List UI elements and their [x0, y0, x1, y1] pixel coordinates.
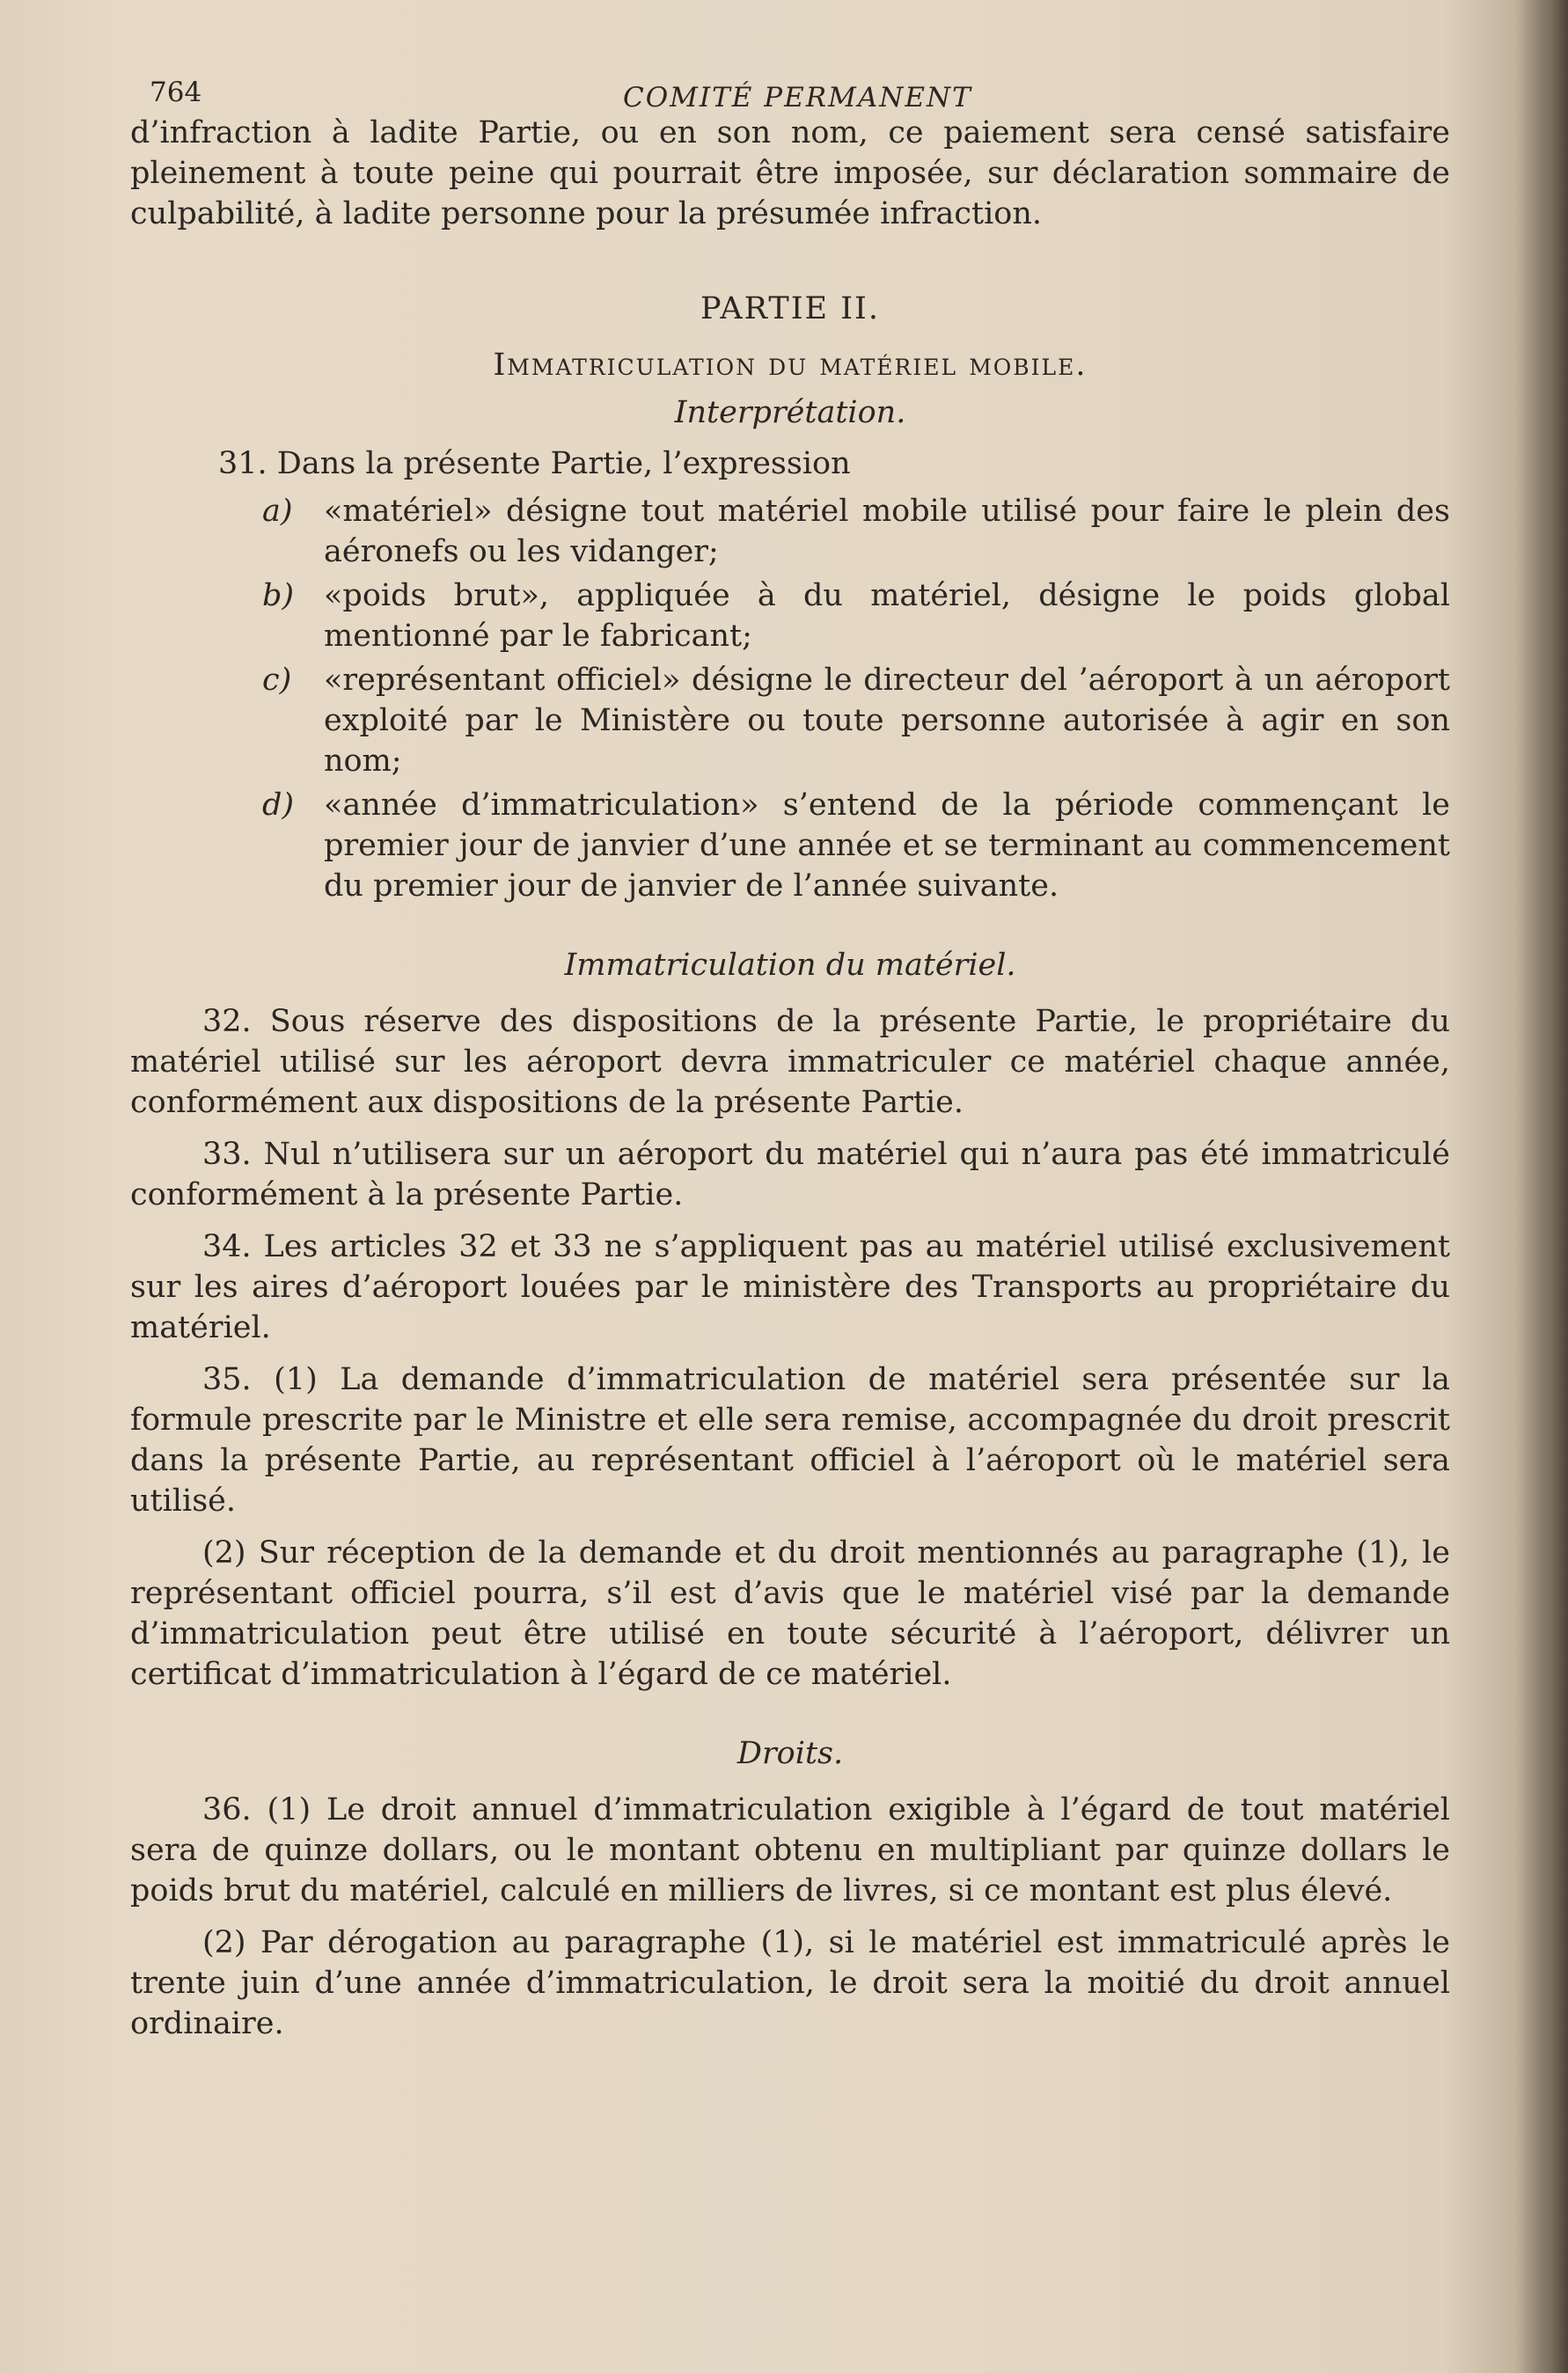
section-heading-interpretation: Interprétation. [674, 395, 906, 430]
page-edge-shadow [1515, 0, 1568, 2373]
definition-item [130, 660, 1450, 781]
page-content [130, 62, 1450, 2055]
definition-letter: c) [262, 663, 292, 698]
running-title: COMITÉ PERMANENT [623, 82, 972, 114]
article-33: 33. Nul n’utilisera sur un aéroport du matériel qui n’aura pas été immatriculé conformément à la présente Partie. [130, 1137, 1450, 1212]
definition-text: «matériel» désigne tout matériel mobile utilisé pour faire le plein des aéronefs ou les vidanger; [324, 494, 1450, 569]
definition-text: «année d’immatriculation» s’entend de la période commençant le premier jour de janvier d’une année et se terminant au commencement du premier jour de janvier de l’année suivante. [324, 787, 1450, 904]
continuation-paragraph: d’infraction à ladite Partie, ou en son nom, ce paiement sera censé satisfaire pleinement à toute peine qui pourrait être imposée, sur déclaration sommaire de culpabilité, à ladite personne pour la présumée infraction. [130, 115, 1450, 231]
article-35-1: 35. (1) La demande d’immatriculation de matériel sera présentée sur la formule prescrite par le Ministre et elle sera remise, accompagnée du droit prescrit dans la présente Partie, au représentant officiel à l’aéroport où le matériel sera utilisé. [130, 1362, 1450, 1519]
article-35-2: (2) Sur réception de la demande et du droit mentionnés au paragraphe (1), le représentant officiel pourra, s’il est d’avis que le matériel visé par la demande d’immatriculation peut être utilisé en toute sécurité à l’aéroport, délivrer un certificat d’immatriculation à l’égard de ce matériel. [130, 1535, 1450, 1692]
article-34: 34. Les articles 32 et 33 ne s’appliquent pas au matériel utilisé exclusivement sur les aires d’aéroport louées par le ministère des Transports au propriétaire du matériel. [130, 1229, 1450, 1345]
page-header [130, 62, 1450, 113]
definition-item [130, 491, 1450, 572]
article-36-1: 36. (1) Le droit annuel d’immatriculation exigible à l’égard de tout matériel sera de quinze dollars, ou le montant obtenu en multipliant par quinze dollars le poids brut du matériel, calculé en milliers de livres, si ce montant est plus élevé. [130, 1792, 1450, 1908]
definition-letter: b) [262, 578, 295, 613]
part-subtitle: Immatriculation du matériel mobile. [493, 348, 1088, 383]
definition-item [130, 785, 1450, 906]
article-32: 32. Sous réserve des dispositions de la présente Partie, le propriétaire du matériel utilisé sur les aéroport devra immatriculer ce matériel chaque année, conformément aux dispositions de la présente Partie. [130, 1004, 1450, 1120]
section-heading-registration: Immatriculation du matériel. [564, 948, 1016, 983]
definition-text: «poids brut», appliquée à du matériel, désigne le poids global mentionné par le fabricant; [324, 578, 1450, 654]
article-31-intro: 31. Dans la présente Partie, l’expression [218, 446, 851, 481]
page-number: 764 [150, 77, 202, 108]
definition-letter: a) [262, 494, 293, 529]
part-title: PARTIE II. [700, 291, 880, 326]
section-heading-fees: Droits. [736, 1736, 844, 1771]
article-36-2: (2) Par dérogation au paragraphe (1), si le matériel est immatriculé après le trente juin d’une année d’immatriculation, le droit sera la moitié du droit annuel ordinaire. [130, 1925, 1450, 2041]
definition-letter: d) [262, 787, 295, 823]
definition-item [130, 575, 1450, 656]
definition-text: «représentant officiel» désigne le directeur del ’aéroport à un aéroport exploité par le Ministère ou toute personne autorisée à agir en son nom; [324, 663, 1450, 779]
